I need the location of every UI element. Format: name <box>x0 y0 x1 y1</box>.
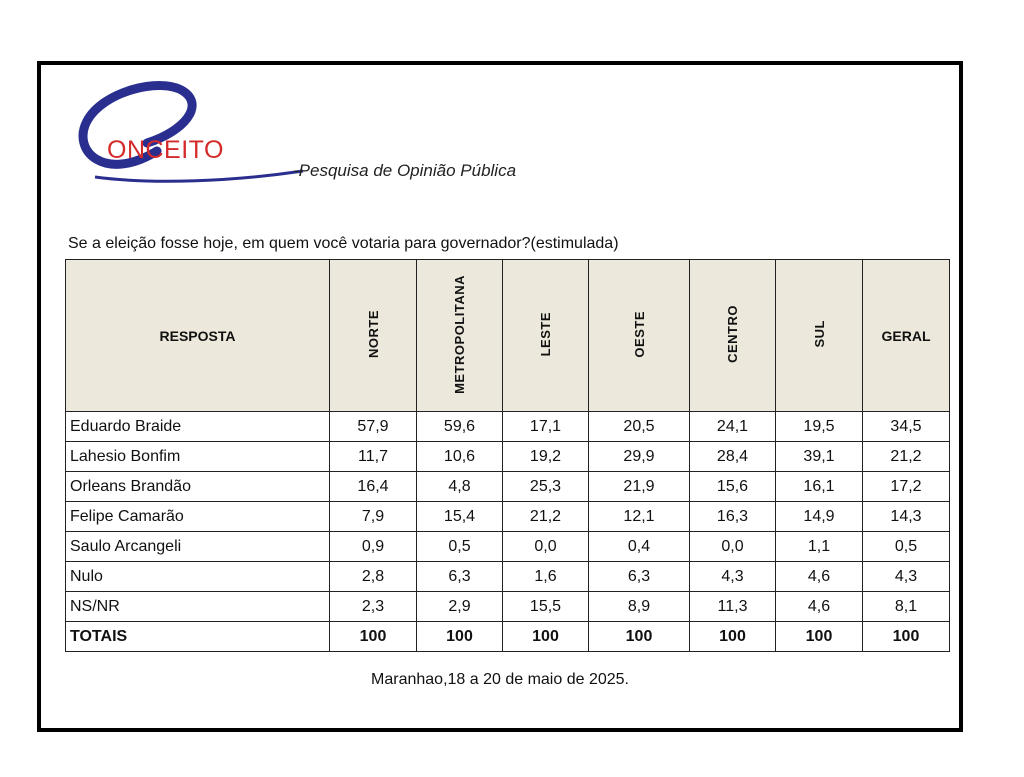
cell-value: 34,5 <box>863 412 950 442</box>
table-row <box>66 502 950 532</box>
poll-document <box>37 61 963 732</box>
table-row <box>66 472 950 502</box>
candidate-name: NS/NR <box>66 592 330 622</box>
header-region <box>589 260 690 412</box>
table-row <box>66 562 950 592</box>
cell-value: 10,6 <box>417 442 503 472</box>
total-value: 100 <box>690 622 776 652</box>
table-row <box>66 592 950 622</box>
cell-value: 16,3 <box>690 502 776 532</box>
tagline: -Pesquisa de Opinião Pública <box>293 161 517 180</box>
cell-value: 4,6 <box>776 562 863 592</box>
total-value: 100 <box>589 622 690 652</box>
cell-value: 11,7 <box>330 442 417 472</box>
cell-value: 1,6 <box>503 562 589 592</box>
cell-value: 20,5 <box>589 412 690 442</box>
header-region-label: OESTE <box>631 310 647 358</box>
cell-value: 15,5 <box>503 592 589 622</box>
cell-value: 15,6 <box>690 472 776 502</box>
header-region <box>417 260 503 412</box>
cell-value: 57,9 <box>330 412 417 442</box>
cell-value: 19,5 <box>776 412 863 442</box>
cell-value: 8,9 <box>589 592 690 622</box>
header-region <box>503 260 589 412</box>
cell-value: 2,3 <box>330 592 417 622</box>
cell-value: 28,4 <box>690 442 776 472</box>
header-row <box>66 260 950 412</box>
cell-value: 16,1 <box>776 472 863 502</box>
cell-value: 29,9 <box>589 442 690 472</box>
total-value: 100 <box>503 622 589 652</box>
cell-value: 6,3 <box>417 562 503 592</box>
table-row <box>66 532 950 562</box>
cell-value: 17,2 <box>863 472 950 502</box>
total-value: 100 <box>776 622 863 652</box>
cell-value: 12,1 <box>589 502 690 532</box>
survey-date-footer: Maranhao,18 a 20 de maio de 2025. <box>371 671 629 688</box>
header-region <box>776 260 863 412</box>
conceito-logo-swoosh <box>65 73 305 183</box>
totals-row <box>66 622 950 652</box>
results-table <box>65 259 950 652</box>
cell-value: 15,4 <box>417 502 503 532</box>
cell-value: 14,9 <box>776 502 863 532</box>
cell-value: 4,6 <box>776 592 863 622</box>
header-region-label: NORTE <box>365 310 381 358</box>
cell-value: 14,3 <box>863 502 950 532</box>
cell-value: 0,9 <box>330 532 417 562</box>
cell-value: 24,1 <box>690 412 776 442</box>
header-geral: GERAL <box>863 260 950 412</box>
cell-value: 16,4 <box>330 472 417 502</box>
header-region-label: METROPOLITANA <box>452 274 467 394</box>
cell-value: 25,3 <box>503 472 589 502</box>
logo-name: ONCEITO <box>107 136 224 164</box>
cell-value: 0,5 <box>417 532 503 562</box>
candidate-name: Nulo <box>66 562 330 592</box>
cell-value: 1,1 <box>776 532 863 562</box>
survey-question: Se a eleição fosse hoje, em quem você votaria para governador?(estimulada) <box>68 235 619 252</box>
cell-value: 0,0 <box>503 532 589 562</box>
cell-value: 4,3 <box>863 562 950 592</box>
cell-value: 0,5 <box>863 532 950 562</box>
cell-value: 4,3 <box>690 562 776 592</box>
header-region-label: LESTE <box>538 311 553 357</box>
cell-value: 2,9 <box>417 592 503 622</box>
table-row <box>66 442 950 472</box>
candidate-name: Saulo Arcangeli <box>66 532 330 562</box>
cell-value: 21,2 <box>503 502 589 532</box>
cell-value: 0,0 <box>690 532 776 562</box>
cell-value: 17,1 <box>503 412 589 442</box>
cell-value: 59,6 <box>417 412 503 442</box>
candidate-name: Felipe Camarão <box>66 502 330 532</box>
cell-value: 11,3 <box>690 592 776 622</box>
cell-value: 21,9 <box>589 472 690 502</box>
header-region-label: CENTRO <box>725 305 740 363</box>
header-region <box>330 260 417 412</box>
cell-value: 8,1 <box>863 592 950 622</box>
table-row <box>66 412 950 442</box>
total-value: 100 <box>330 622 417 652</box>
total-value: 100 <box>863 622 950 652</box>
cell-value: 21,2 <box>863 442 950 472</box>
cell-value: 4,8 <box>417 472 503 502</box>
header-region-label: SUL <box>811 320 827 348</box>
candidate-name: Lahesio Bonfim <box>66 442 330 472</box>
cell-value: 39,1 <box>776 442 863 472</box>
totals-label: TOTAIS <box>66 622 330 652</box>
candidate-name: Eduardo Braide <box>66 412 330 442</box>
header-resposta: RESPOSTA <box>66 260 330 412</box>
cell-value: 19,2 <box>503 442 589 472</box>
total-value: 100 <box>417 622 503 652</box>
cell-value: 0,4 <box>589 532 690 562</box>
header-region <box>690 260 776 412</box>
cell-value: 2,8 <box>330 562 417 592</box>
cell-value: 6,3 <box>589 562 690 592</box>
candidate-name: Orleans Brandão <box>66 472 330 502</box>
cell-value: 7,9 <box>330 502 417 532</box>
